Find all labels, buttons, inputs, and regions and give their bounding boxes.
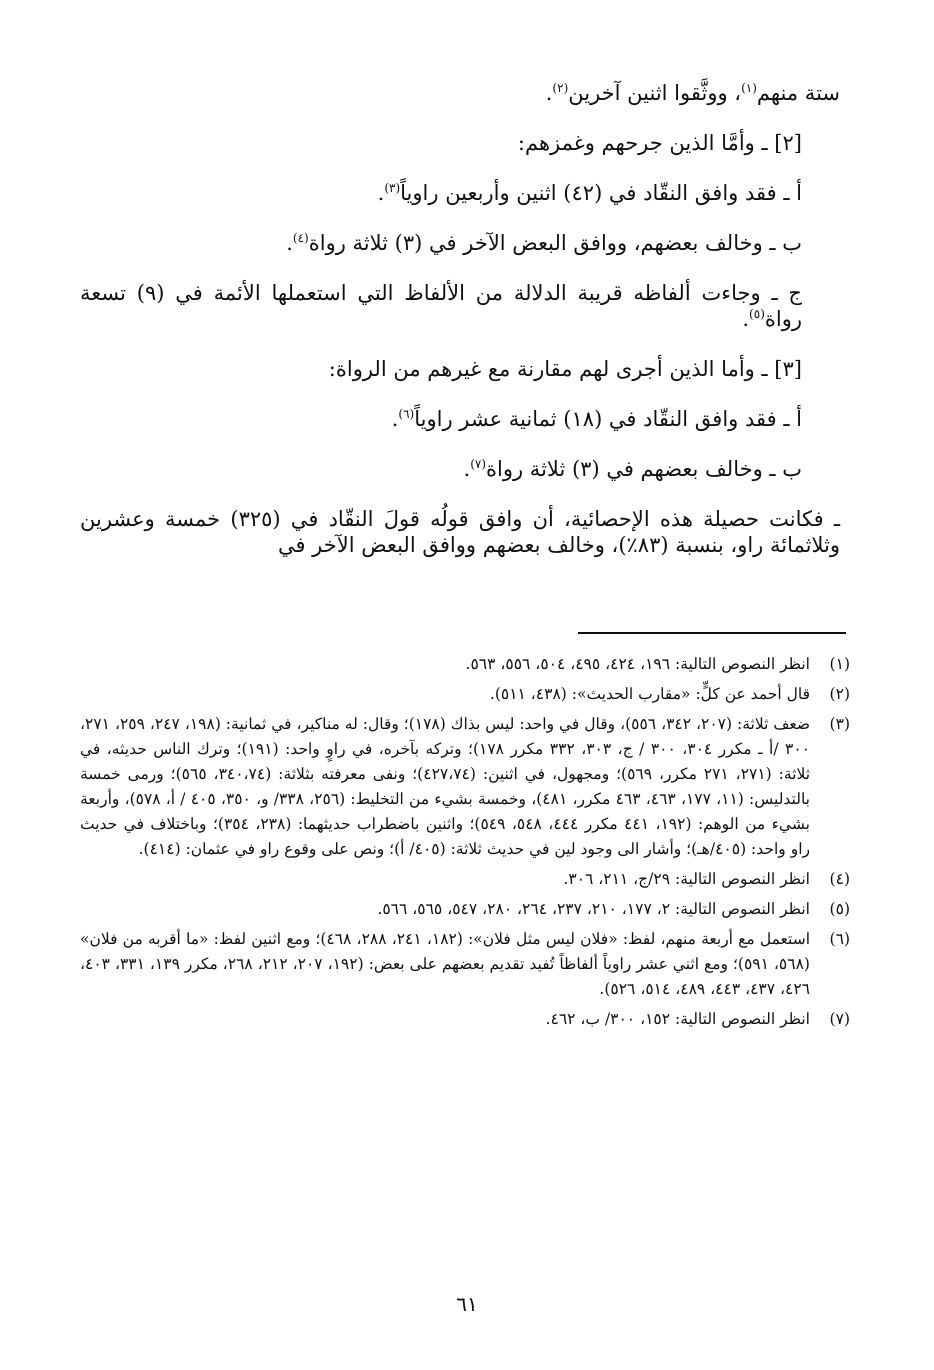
footnote-2 [80, 682, 850, 707]
page-number: ٦١ [456, 1292, 478, 1316]
footnote-number: (١) [829, 655, 850, 673]
footnote-ref-3[interactable]: (٣) [384, 181, 401, 195]
footnote-number: (٤) [829, 870, 850, 888]
footnote-number: (٥) [829, 900, 850, 918]
footnote-number: (٦) [829, 930, 850, 948]
footnote-text: انظر النصوص التالية: ٢، ١٧٧، ٢١٠، ٢٣٧، ٢٦٤، ٢٨٠، ٥٤٧، ٥٦٥، ٥٦٦. [377, 900, 810, 918]
section-3-heading: [٣] ـ وأما الذين أجرى لهم مقارنة مع غيرهم من الرواة: [328, 357, 802, 381]
footnote-7 [80, 1007, 850, 1032]
section-2-heading: [٢] ـ وأمَّا الذين جرحهم وغمزهم: [517, 131, 802, 155]
footnote-text: استعمل مع أربعة منهم، لفظ: «فلان ليس مثل فلان»: (١٨٢، ٢٤١، ٢٨٨، ٤٦٨)؛ ومع اثنين لفظ: «ما أقربه من فلان» (٥٦٨، ٥٩١)؛ ومع اثني عشر راوياً ألفاظاً تُفيد تقديم بعضهم على بعض: (١٩٢، ٢٠٧، ٢١٢، ٢٦٨، مكرر ١٣٩، ٣٣١، ٤٠٣، ٤٢٦، ٤٣٧، ٤٤٣، ٤٨٩، ٥١٤، ٥٢٦). [80, 930, 810, 998]
footnote-ref-5[interactable]: (٥) [749, 307, 765, 321]
footnote-number: (٣) [829, 715, 850, 733]
footnote-divider [578, 632, 846, 634]
footnote-4 [80, 867, 850, 892]
footnote-number: (٧) [829, 1010, 850, 1028]
footnote-ref-7[interactable]: (٧) [470, 457, 487, 471]
footnote-ref-1[interactable]: (١) [741, 81, 757, 95]
footnote-text: قال أحمد عن كلٍّ: «مقارب الحديث»: (٤٣٨، ٥١١). [489, 685, 810, 703]
footnote-text: انظر النصوص التالية: ٢٩/ج، ٢١١، ٣٠٦. [563, 870, 810, 888]
footnote-text: ضعف ثلاثة: (٢٠٧، ٣٤٢، ٥٥٦)، وقال في واحد: ليس بذاك (١٧٨)؛ وقال: له مناكير، في ثمانية: (١٩٨، ٢٤٧، ٢٥٩، ٢٧١، ٣٠٠ /أ ـ مكرر ٣٠٤، ٣٠٠ / ج، ٣٠٣، ٣٣٢ مكرر ١٧٨)؛ وتركه بآخره، في راوٍ واحد: (١٩١)؛ وترك الناس حديثه، في ثلاثة: (٢٧١، ٢٧١ مكرر، ٥٦٩)؛ ومجهول، في اثنين: (٤٢٧،٧٤)؛ ونفى معرفته بثلاثة: (٣٤٠،٧٤، ٥٦٥)؛ ورمى خمسة بالتدليس: (١١، ١٧٧، ٤٦٣، ٤٦٣ مكرر، ٤٨١)، وخمسة بشيء من التخليط: (٢٥٦، ٣٣٨/ و، ٣٥٠، ٤٠٥ / أ، ٥٧٨)، وأربعة بشيء من الوهم: (١٩٢، ٤٤١ مكرر ٤٤٤، ٥٤٨، ٥٤٩)؛ واثنين باضطراب حديثهما: (٢٣٨، ٣٥٤)؛ وباختلاف في حديث راو واحد: (٤٠٥/هـ)؛ وأشار الى وجود لين في حديث ثلاثة: (٤٠٥/ أ)؛ ونص على وقوع راو في عثمان: (٤١٤). [80, 715, 811, 858]
main-text [80, 80, 840, 558]
footnote-text: انظر النصوص التالية: ١٩٦، ٤٢٤، ٤٩٥، ٥٠٤، ٥٥٦، ٥٦٣. [465, 655, 810, 673]
footnote-1 [80, 652, 850, 677]
footnote-text: انظر النصوص التالية: ١٥٢، ٣٠٠/ ب، ٤٦٢. [545, 1010, 810, 1028]
footnote-number: (٢) [829, 685, 850, 703]
footnote-5 [80, 897, 850, 922]
footnote-ref-6[interactable]: (٦) [398, 407, 415, 421]
footnotes [80, 652, 850, 1037]
section-3-item-b: ب ـ وخالف بعضهم في (٣) ثلاثة رواة$^{(٧)}$. [463, 457, 802, 481]
footnote-6 [80, 927, 850, 1002]
footnote-ref-4[interactable]: (٤) [292, 231, 309, 245]
section-3-item-a: أ ـ فقد وافق النقّاد في (١٨) ثمانية عشر راوياً$^{(٦)}$. [391, 407, 802, 431]
paragraph-1: ستة منهم$^{(١)}$، ووثَّقوا اثنين آخرين$^{(٢)}$. [545, 81, 840, 105]
footnote-ref-2[interactable]: (٢) [552, 81, 569, 95]
footnote-3 [80, 712, 850, 862]
section-2-item-a: أ ـ فقد وافق النقّاد في (٤٢) اثنين وأربعين راوياً$^{(٣)}$. [377, 181, 802, 205]
section-2-item-c: ج ـ وجاءت ألفاظه قريبة الدلالة من الألفاظ التي استعملها الأئمة في (٩) تسعة رواة$^{(٥)}$. [80, 281, 802, 331]
conclusion-paragraph: ـ فكانت حصيلة هذه الإحصائية، أن وافق قولُه قولَ النقّاد في (٣٢٥) خمسة وعشرين وثلاثمائة راو، بنسبة (٨٣٪)، وخالف بعضهم ووافق البعض الآخر في [80, 507, 840, 557]
section-2-item-b: ب ـ وخالف بعضهم، ووافق البعض الآخر في (٣) ثلاثة رواة$^{(٤)}$. [286, 231, 802, 255]
